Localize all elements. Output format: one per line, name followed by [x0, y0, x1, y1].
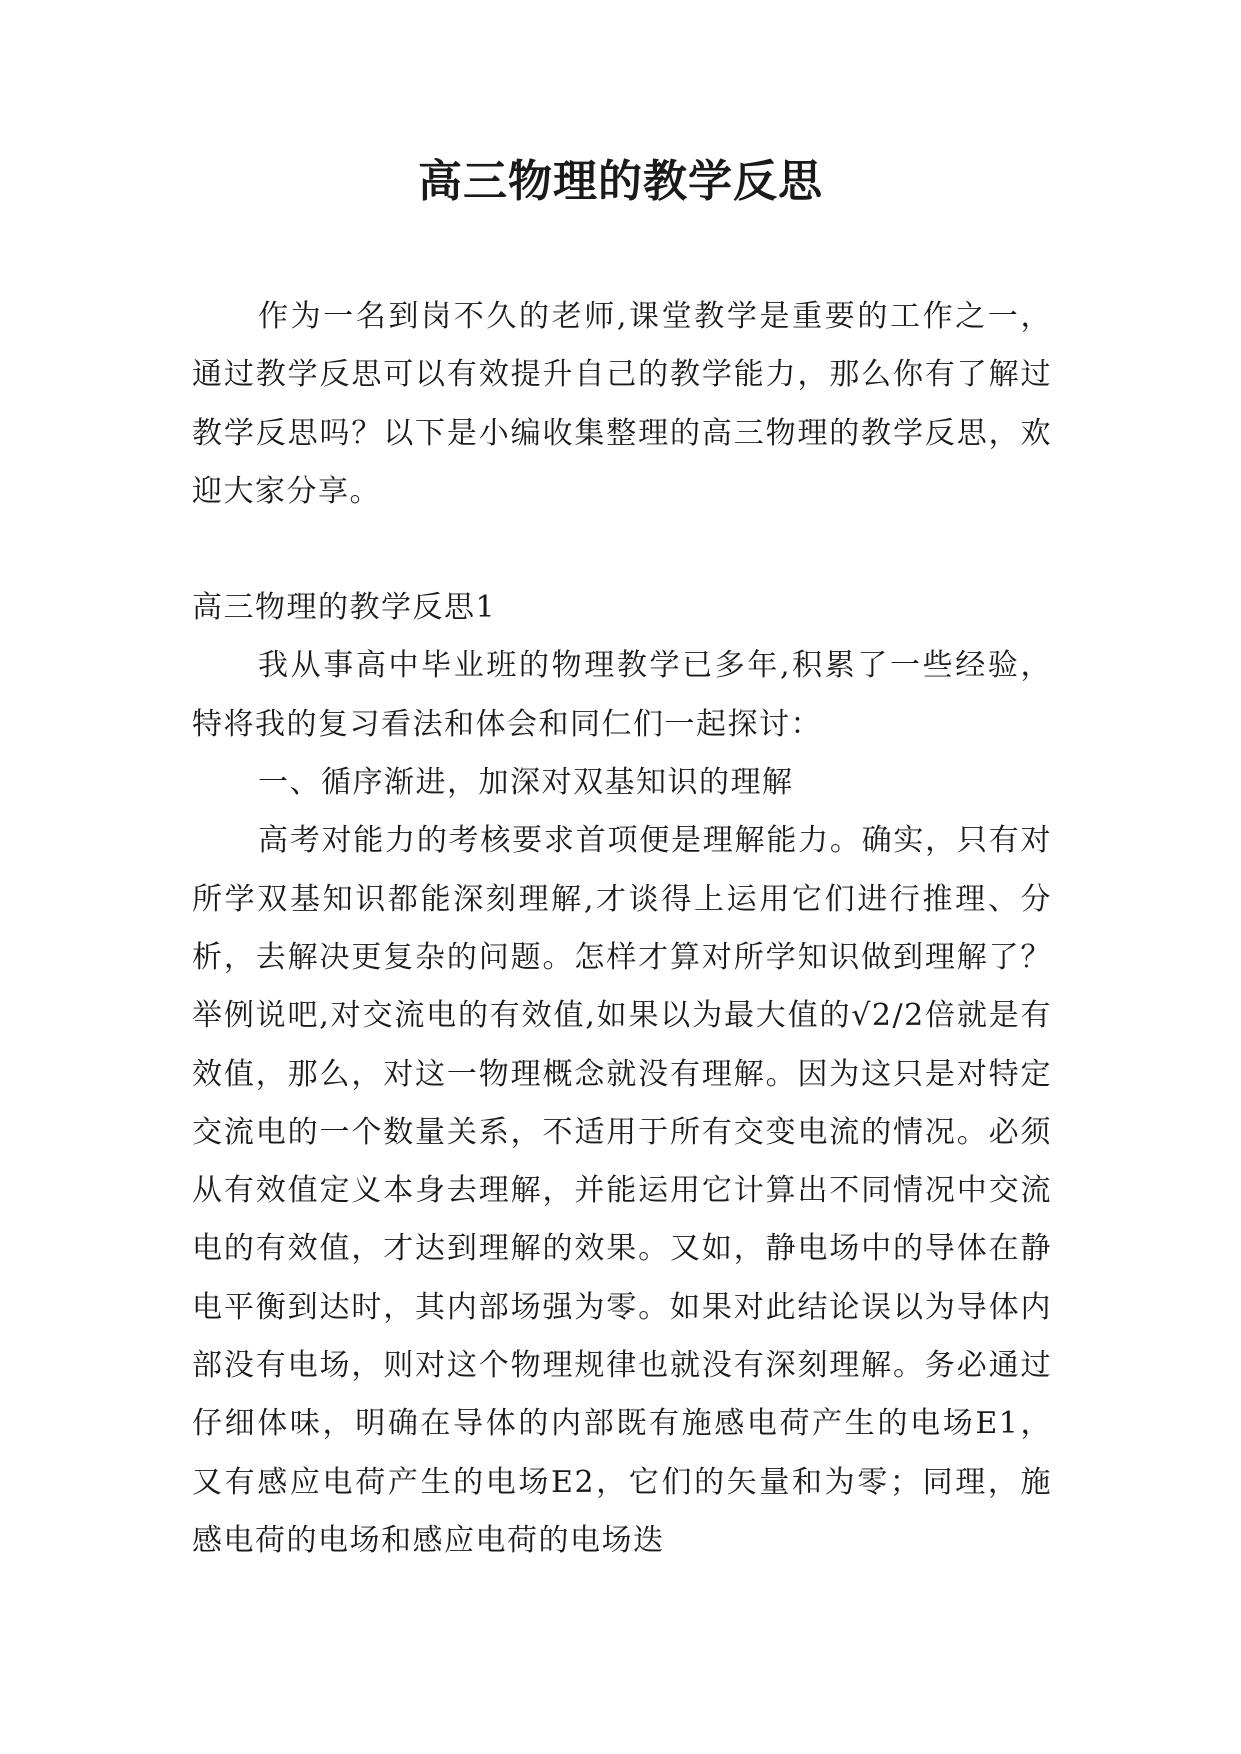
body-paragraph-1: 我从事高中毕业班的物理教学已多年,积累了一些经验，特将我的复习看法和体会和同仁们一起探讨：: [192, 648, 1052, 742]
document-body: [192, 288, 1052, 1570]
section-heading: 高三物理的教学反思1: [192, 590, 497, 626]
subheading-1: 一、循序渐进，加深对双基知识的理解: [258, 765, 794, 801]
body-paragraph-2: 高考对能力的考核要求首项便是理解能力。确实，只有对所学双基知识都能深刻理解,才谈得上运用它们进行推理、分析，去解决更复杂的问题。怎样才算对所学知识做到理解了？举例说吧,对交流电的有效值,如果以为最大值的√2/2倍就是有效值，那么，对这一物理概念就没有理解。因为这只是对特定交流电的一个数量关系，不适用于所有交变电流的情况。必须从有效值定义本身去理解，并能运用它计算出不同情况中交流电的有效值，才达到理解的效果。又如，静电场中的导体在静电平衡到达时，其内部场强为零。如果对此结论误以为导体内部没有电场，则对这个物理规律也就没有深刻理解。务必通过仔细体味，明确在导体的内部既有施感电荷产生的电场E1，又有感应电荷产生的电场E2，它们的矢量和为零；同理，施感电荷的电场和感应电荷的电场迭: [192, 823, 1052, 1558]
document-title: 高三物理的教学反思: [418, 156, 823, 207]
intro-paragraph: 作为一名到岗不久的老师,课堂教学是重要的工作之一，通过教学反思可以有效提升自己的教学能力，那么你有了解过教学反思吗？以下是小编收集整理的高三物理的教学反思，欢迎大家分享。: [192, 299, 1052, 509]
